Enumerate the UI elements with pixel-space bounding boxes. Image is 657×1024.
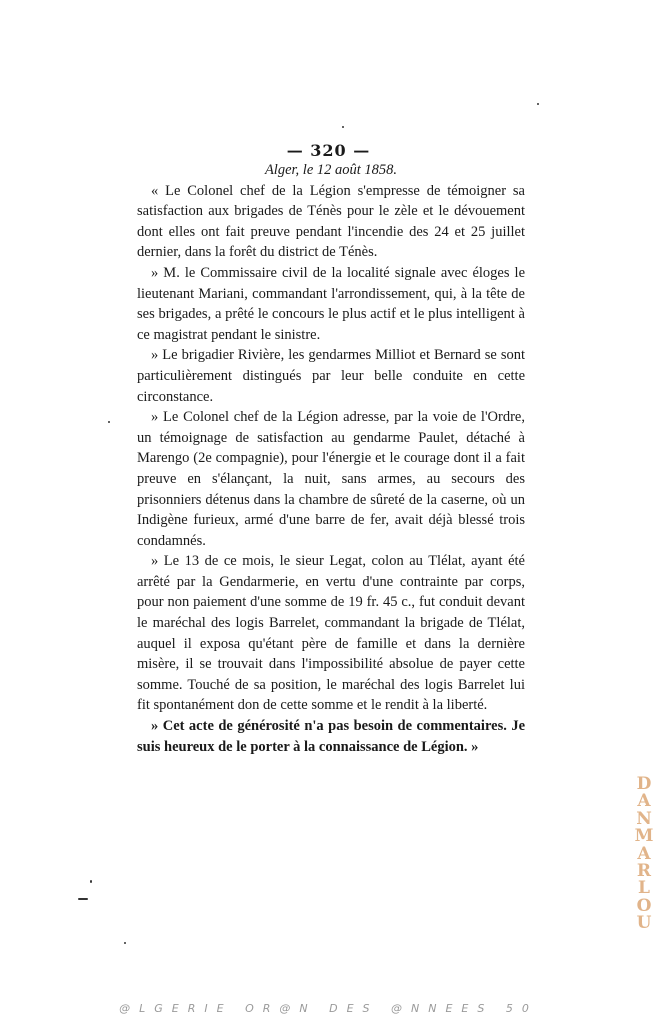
paragraph: » Le brigadier Rivière, les gendarmes Milliot et Bernard se sont particulièrement distingués par leur belle conduite en cette circonstance. [137,347,525,405]
watermark-letter: R [636,861,652,882]
watermark-letter: M [634,826,654,847]
vertical-watermark [634,776,654,933]
scan-speck [124,942,126,944]
watermark-letter: A [637,843,651,864]
closing-paragraph: » Cet acte de générosité n'a pas besoin de commentaires. Je suis heureux de le porter à la connaissance de Légion. » [137,718,525,755]
letter-body [137,160,525,757]
paragraph: » Le Colonel chef de la Légion adresse, par la voie de l'Ordre, un témoignage de satisfaction au gendarme Paulet, détaché à Marengo (2e compagnie), pour l'énergie et le courage dont il a fait preuve en s'élançant, la nuit, sans armes, au secours des prisonniers détenus dans la chambre de sûreté de la caserne, où un Indigène furieux, armé d'une barre de fer, avait déjà blessé trois condamnés. [137,409,525,549]
paragraph: « Le Colonel chef de la Légion s'empresse de témoigner sa satisfaction aux brigades de Ténès pour le zèle et le dévouement dont elles ont fait preuve pendant l'incendie des 24 et 25 juillet dernier, dans la forêt du district de Ténès. [137,182,525,261]
watermark-letter: O [636,895,652,916]
page-number: — 320 — [286,141,371,160]
paragraph: » Le 13 de ce mois, le sieur Legat, colon au Tlélat, ayant été arrêté par la Gendarmerie, en vertu d'une contrainte par corps, pour non paiement d'une somme de 19 fr. 45 c., fut conduit devant le maréchal des logis Barrelet, commandant la brigade de Tlélat, auquel il exposa qu'étant père de famille et dans la dernière misère, il se trouvait dans l'impossibilité absolue de payer cette somme. Touché de sa position, le maréchal des logis Barrelet lui fit spontanément don de cette somme et le rendit à la liberté. [137,553,525,714]
dateline: Alger, le 12 août 1858. [264,162,398,178]
scan-speck [537,103,539,105]
watermark-letter: A [637,791,651,812]
scan-speck [78,898,88,900]
scan-speck [342,126,344,128]
scan-speck [90,880,92,883]
scan-speck [108,421,110,423]
watermark-letter: U [636,913,652,934]
paragraph: » M. le Commissaire civil de la localité signale avec éloges le lieutenant Mariani, commandant l'arrondissement, qui, à la tête de ses brigades, a prêté le concours le plus actif et le plus intelligent à ce magistrat pendant le sinistre. [137,264,525,343]
watermark-letter: L [638,878,650,899]
watermark-letter: N [636,808,652,829]
bottom-watermark: @LGERIE OR@N DES @NNEES 50 [119,1002,538,1015]
watermark-letter: D [636,774,652,794]
